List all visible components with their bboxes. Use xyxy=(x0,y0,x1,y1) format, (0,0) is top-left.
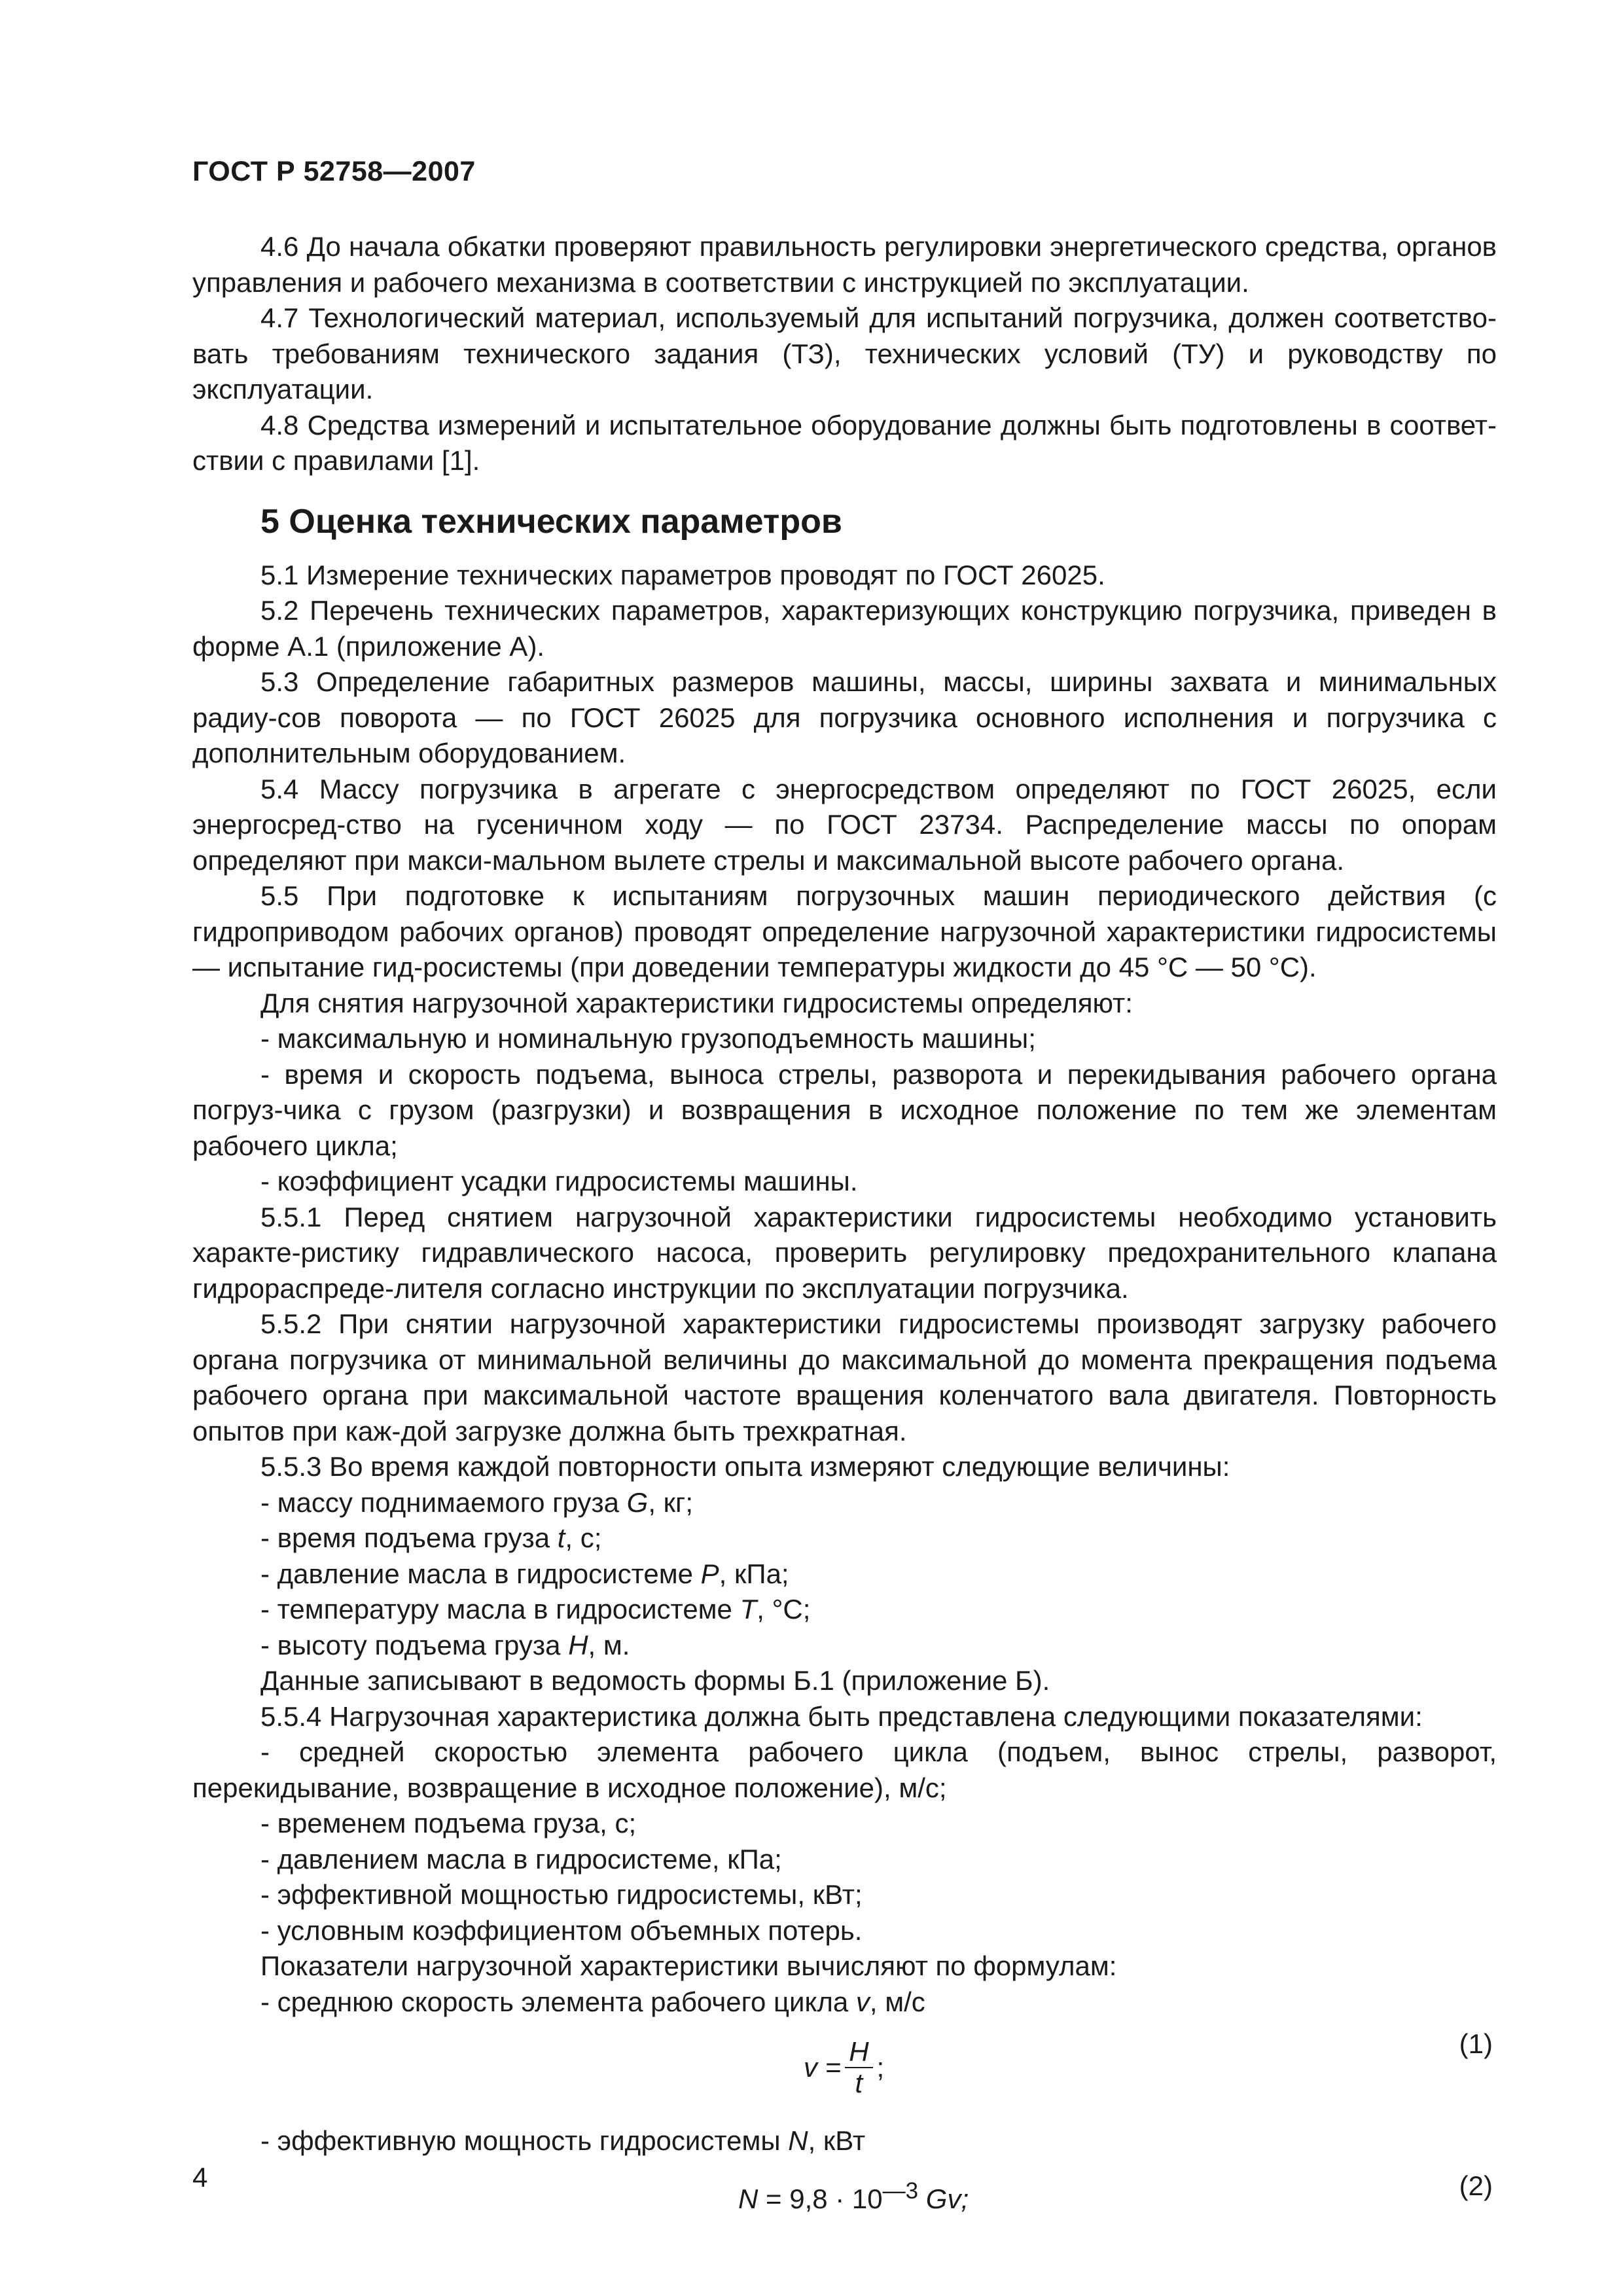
list-item xyxy=(192,1485,1497,1521)
list-item xyxy=(192,1520,1497,1556)
fraction-denominator: t xyxy=(855,2068,863,2098)
item-text: - эффективную мощность гидросистемы xyxy=(260,2125,789,2156)
paragraph-5-2: 5.2 Перечень технических параметров, характеризующих конструкцию погрузчика, приведен в форме А.1 (приложение А). xyxy=(192,595,1497,662)
paragraph-formulas-intro: Показатели нагрузочной характеристики вычисляют по формулам: xyxy=(260,1950,1117,1981)
paragraph-5-5-3: 5.5.3 Во время каждой повторности опыта измеряют следующие величины: xyxy=(260,1451,1230,1482)
item-text: , кг; xyxy=(648,1486,694,1518)
list-item: - коэффициент усадки гидросистемы машины. xyxy=(260,1166,858,1196)
list-item: - давлением масла в гидросистеме, кПа; xyxy=(260,1843,782,1874)
paragraph-4-8: 4.8 Средства измерений и испытательное оборудование должны быть подготовлены в соответ-ствии с правилами [1]. xyxy=(192,409,1497,476)
list-item xyxy=(192,1556,1497,1592)
list-item: - время и скорость подъема, выноса стрелы, разворота и перекидывания рабочего органа погруз-чика с грузом (разгрузки) и возвращения в исходное положение по тем же элементам рабочего цикла; xyxy=(192,1058,1497,1161)
equation-number-1: (1) xyxy=(1459,2028,1493,2059)
variable: v xyxy=(855,1986,870,2017)
section-heading: 5 Оценка технических параметров xyxy=(260,502,842,541)
paragraph-5-5-2: 5.5.2 При снятии нагрузочной характеристики гидросистемы производят загрузку рабочего органа погрузчика от минимальной величины до максимальной до момента прекращения подъема рабочего органа при максимальной частоте вращения коленчатого вала двигателя. Повторность опытов при каж-дой загрузке должна быть трехкратная. xyxy=(192,1308,1497,1446)
item-text: , кПа; xyxy=(719,1558,789,1589)
item-text: , с; xyxy=(565,1522,602,1553)
formula-2 xyxy=(738,2174,969,2217)
fraction xyxy=(845,2037,872,2098)
variable: t xyxy=(557,1522,565,1553)
paragraph-5-5: 5.5 При подготовке к испытаниям погрузочных машин периодического действия (с гидроприводом рабочих органов) проводят определение нагрузочной характеристики гидросистемы — испытание гид-росистемы (при доведении температуры жидкости до 45 °С — 50 °С). xyxy=(192,880,1497,982)
formula-tail: ; xyxy=(876,2051,885,2083)
paragraph-5-4: 5.4 Массу погрузчика в агрегате с энергосредством определяют по ГОСТ 26025, если энергосред-ство на гусеничном ходу — по ГОСТ 23734. Распределение массы по опорам определяют при макси-мальном вылете стрелы и максимальной высоте рабочего органа. xyxy=(192,773,1497,876)
variable: H xyxy=(568,1629,588,1660)
formula-rhs: Gv; xyxy=(918,2183,969,2214)
formula-1-row xyxy=(192,2026,1497,2108)
paragraph-5-1: 5.1 Измерение технических параметров проводят по ГОСТ 26025. xyxy=(260,559,1105,590)
item-text: , кВт xyxy=(808,2125,866,2156)
item-text: , °С; xyxy=(757,1594,811,1624)
formula-2-lead xyxy=(192,2123,1497,2159)
formula-mid: = 9,8 · 10 xyxy=(758,2183,883,2214)
list-item: - максимальную и номинальную грузоподъемность машины; xyxy=(260,1023,1036,1054)
fraction-numerator: H xyxy=(845,2037,872,2068)
paragraph-5-5-intro: Для снятия нагрузочной характеристики гидросистемы определяют: xyxy=(260,987,1133,1018)
formula-exponent: —3 xyxy=(882,2178,919,2204)
item-text: - среднюю скорость элемента рабочего цикла xyxy=(260,1986,856,2017)
item-text: - массу поднимаемого груза xyxy=(260,1486,627,1518)
list-item: - эффективной мощностью гидросистемы, кВт; xyxy=(260,1879,863,1910)
formula-lhs: v = xyxy=(804,2051,842,2083)
page-number: 4 xyxy=(192,2162,208,2193)
paragraph-4-7: 4.7 Технологический материал, используемый для испытаний погрузчика, должен соответство-вать требованиям технического задания (ТЗ), технических условий (ТУ) и руководству по эксплуатации. xyxy=(192,302,1497,404)
variable: P xyxy=(700,1558,719,1589)
variable: G xyxy=(626,1486,649,1518)
page-header: ГОСТ Р 52758—2007 xyxy=(192,156,476,187)
paragraph-5-5-1: 5.5.1 Перед снятием нагрузочной характеристики гидросистемы необходимо установить характе-ристику гидравлического насоса, проверить регулировку предохранительного клапана гидрораспреде-лителя согласно инструкции по эксплуатации погрузчика. xyxy=(192,1201,1497,1304)
list-item: - средней скоростью элемента рабочего цикла (подъем, вынос стрелы, разворот, перекидывание, возвращение в исходное положение), м/с; xyxy=(192,1736,1497,1803)
formula-1-lead xyxy=(192,1984,1497,2020)
list-item xyxy=(192,1592,1497,1628)
item-text: , м/с xyxy=(869,1986,925,2017)
item-text: - высоту подъема груза xyxy=(260,1629,569,1660)
formula-2-row xyxy=(192,2168,1497,2214)
list-item xyxy=(192,1628,1497,1664)
formula-lhs: N xyxy=(738,2183,758,2214)
paragraph-5-5-4: 5.5.4 Нагрузочная характеристика должна быть представлена следующими показателями: xyxy=(260,1700,1423,1732)
list-item: - временем подъема груза, с; xyxy=(260,1808,637,1839)
variable: N xyxy=(788,2125,808,2156)
item-text: - температуру масла в гидросистеме xyxy=(260,1594,740,1624)
list-item: - условным коэффициентом объемных потерь. xyxy=(260,1914,863,1946)
variable: T xyxy=(740,1594,757,1624)
document-body xyxy=(192,229,1497,2214)
item-text: , м. xyxy=(588,1629,630,1660)
item-text: - время подъема груза xyxy=(260,1522,558,1553)
equation-number-2: (2) xyxy=(1459,2170,1493,2201)
item-text: - давление масла в гидросистеме xyxy=(260,1558,701,1589)
paragraph-data-record: Данные записывают в ведомость формы Б.1 (приложение Б). xyxy=(260,1665,1050,1696)
paragraph-5-3: 5.3 Определение габаритных размеров машины, массы, ширины захвата и минимальных радиу-сов поворота — по ГОСТ 26025 для погрузчика основного исполнения и погрузчика с дополнительным оборудованием. xyxy=(192,666,1497,768)
formula-1 xyxy=(804,2037,884,2098)
paragraph-4-6: 4.6 До начала обкатки проверяют правильность регулировки энергетического средства, органов управления и рабочего механизма в соответствии с инструкцией по эксплуатации. xyxy=(192,231,1497,298)
